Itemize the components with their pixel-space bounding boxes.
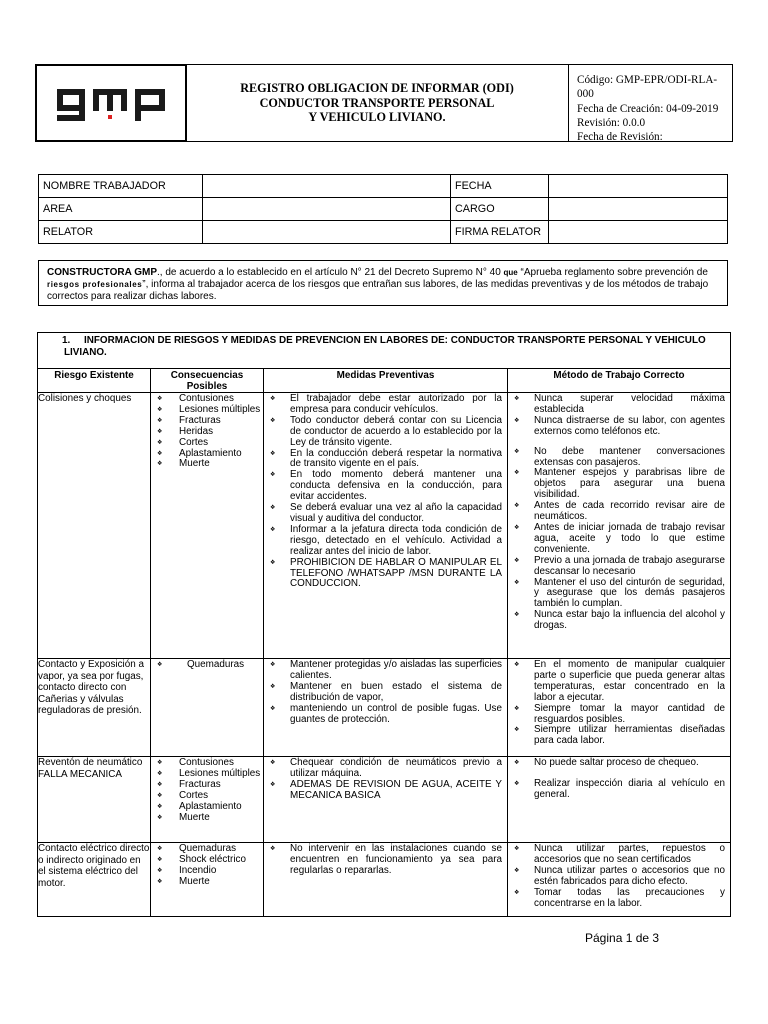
company-logo	[51, 81, 171, 125]
col-header-riesgo: Riesgo Existente	[38, 369, 151, 393]
list-item: ❖ Nunca estar bajo la influencia del alcohol y drogas.	[508, 610, 730, 632]
list-item: ❖ Cortes	[151, 791, 263, 802]
list-item: ❖ Fracturas	[151, 416, 263, 427]
document-code: Código: GMP-EPR/ODI-RLA-000	[577, 74, 718, 101]
riesgo-cell: Reventón de neumático FALLA MECANICA	[38, 757, 151, 843]
col-header-metodo: Método de Trabajo Correcto	[508, 369, 731, 393]
medidas-cell	[264, 843, 508, 917]
intro-text-3: ”, informa al trabajador acerca de los riesgos que entrañan sus labores, de las medidas preventivas y de los métodos de trabajo correctos para realizar dichas labores.	[47, 278, 709, 302]
list-item: ❖ Contusiones	[151, 394, 263, 405]
instructor-label: RELATOR	[39, 221, 203, 244]
position-label: CARGO	[451, 198, 549, 221]
document-title	[186, 65, 569, 141]
list-item: ❖ Siempre tomar la mayor cantidad de resguardos posibles.	[508, 704, 730, 726]
metodo-cell	[508, 843, 731, 917]
list-item: ❖ Antes de iniciar jornada de trabajo revisar agua, aceite y todo lo que estime conveniente.	[508, 523, 730, 556]
worker-name-field[interactable]	[203, 175, 451, 198]
title-line-2: CONDUCTOR TRANSPORTE PERSONAL	[259, 95, 495, 110]
creation-date: Fecha de Creación: 04-09-2019	[577, 102, 719, 115]
list-item: ❖ Nunca distraerse de su labor, con agentes externos como teléfonos etc.	[508, 416, 730, 438]
list-item: ❖ Mantener el uso del cinturón de seguridad, y asegurase que los demás pasajeros también lo cumplan.	[508, 578, 730, 611]
consecuencias-cell	[151, 659, 264, 757]
riesgo-cell: Contacto y Exposición a vapor, ya sea por fugas, contacto directo con Cañerias y válvulas reguladoras de presión.	[38, 659, 151, 757]
intro-small-text: riesgos profesionales	[47, 279, 143, 289]
list-item: ❖ El trabajador debe estar autorizado por la empresa para conducir vehículos.	[264, 394, 507, 416]
document-header	[35, 64, 733, 142]
medidas-cell	[264, 393, 508, 659]
consecuencias-cell	[151, 393, 264, 659]
list-item: ❖ Quemaduras	[151, 844, 263, 855]
medidas-cell	[264, 757, 508, 843]
table-row	[38, 659, 731, 757]
list-item: ❖ Mantener en buen estado el sistema de distribución de vapor,	[264, 682, 507, 704]
list-item: ❖ ADEMAS DE REVISION DE AGUA, ACEITE Y MECANICA BASICA	[264, 780, 507, 802]
metodo-cell	[508, 659, 731, 757]
list-item: ❖ Muerte	[151, 813, 263, 824]
col-header-medidas: Medidas Preventivas	[264, 369, 508, 393]
list-item: ❖ Contusiones	[151, 758, 263, 769]
title-line-3: Y VEHICULO LIVIANO.	[308, 110, 446, 125]
col-header-consecuencias: Consecuencias Posibles	[151, 369, 264, 393]
riesgo-cell: Colisiones y choques	[38, 393, 151, 659]
intro-text-1: ., de acuerdo a lo establecido en el artículo N° 21 del Decreto Supremo N° 40	[157, 267, 504, 278]
section-title	[38, 333, 731, 369]
list-item: ❖ Nunca superar velocidad máxima establecida	[508, 394, 730, 416]
date-label: FECHA	[451, 175, 549, 198]
page-number: Página 1 de 3	[585, 931, 660, 945]
list-item: ❖ Chequear condición de neumáticos previo a utilizar máquina.	[264, 758, 507, 780]
list-item: ❖ En el momento de manipular cualquier parte o superficie que pueda generar altas temperaturas, estar concentrado en la labor a ejecutar.	[508, 660, 730, 704]
list-item: ❖ En todo momento deberá mantener una conducta defensiva en la conducción, para evitar accidentes.	[264, 470, 507, 503]
section-number: 1.	[62, 335, 71, 346]
date-field[interactable]	[549, 175, 728, 198]
list-item: ❖ Fracturas	[151, 780, 263, 791]
list-item: ❖ Antes de cada recorrido revisar aire de neumáticos.	[508, 501, 730, 523]
list-item: ❖ Siempre utilizar herramientas diseñadas para cada labor.	[508, 725, 730, 747]
list-item: ❖ Se deberá evaluar una vez al año la capacidad visual y auditiva del conductor.	[264, 503, 507, 525]
list-item: ❖ Aplastamiento	[151, 802, 263, 813]
list-item: ❖ Muerte	[151, 459, 263, 470]
risk-table	[37, 332, 731, 917]
table-row	[38, 393, 731, 659]
consecuencias-cell	[151, 843, 264, 917]
list-item: ❖ Incendio	[151, 866, 263, 877]
area-field[interactable]	[203, 198, 451, 221]
section-title-text: INFORMACION DE RIESGOS Y MEDIDAS DE PREVENCION EN LABORES DE: CONDUCTOR TRANSPORTE PERSONAL Y VEHICULO LIVIANO.	[64, 335, 706, 358]
list-item: ❖ Informar a la jefatura directa toda condición de riesgo, detectado en el vehículo. Actividad a realizar antes del inicio de labor.	[264, 525, 507, 558]
list-item: ❖ Nunca utilizar partes, repuestos o accesorios que no sean certificados	[508, 844, 730, 866]
list-item: ❖ Shock eléctrico	[151, 855, 263, 866]
list-item: ❖ Mantener protegidas y/o aisladas las superficies calientes.	[264, 660, 507, 682]
instructor-signature-field[interactable]	[549, 221, 728, 244]
revision-date: Fecha de Revisión:	[577, 131, 663, 144]
intro-paragraph	[38, 260, 728, 306]
list-item: ❖ En la conducción deberá respetar la normativa de transito vigente en el país.	[264, 449, 507, 471]
table-row	[38, 757, 731, 843]
list-item: ❖ Muerte	[151, 877, 263, 888]
list-item: ❖ Tomar todas las precauciones y concentrarse en la labor.	[508, 888, 730, 910]
list-item: ❖ PROHIBICION DE HABLAR O MANIPULAR EL TELEFONO /WHATSAPP /MSN DURANTE LA CONDUCCION.	[264, 558, 507, 591]
riesgo-cell: Contacto eléctrico directo o indirecto originado en el sistema eléctrico del motor.	[38, 843, 151, 917]
metodo-cell	[508, 757, 731, 843]
list-item: ❖ Lesiones múltiples	[151, 769, 263, 780]
instructor-signature-label: FIRMA RELATOR	[451, 221, 549, 244]
list-item: ❖ No intervenir en las instalaciones cuando se encuentren en funcionamiento ya sea para regularlas o repararlas.	[264, 844, 507, 877]
revision-number: Revisión: 0.0.0	[577, 116, 646, 129]
intro-que: que	[503, 268, 518, 277]
area-label: AREA	[39, 198, 203, 221]
list-item: ❖ No debe mantener conversaciones extensas con pasajeros.	[508, 447, 730, 469]
list-item: ❖ Quemaduras	[151, 660, 263, 671]
list-item: ❖ Realizar inspección diaria al vehículo en general.	[508, 779, 730, 801]
worker-info-table	[38, 174, 728, 244]
list-item: ❖ Cortes	[151, 438, 263, 449]
list-item: ❖ Lesiones múltiples	[151, 405, 263, 416]
metodo-cell	[508, 393, 731, 659]
title-line-1: REGISTRO OBLIGACION DE INFORMAR (ODI)	[240, 81, 514, 96]
company-name: CONSTRUCTORA GMP	[47, 267, 157, 278]
worker-name-label: NOMBRE TRABAJADOR	[39, 175, 203, 198]
list-item: ❖ Previo a una jornada de trabajo asegurarse descansar lo necesario	[508, 556, 730, 578]
intro-text-2: “Aprueba reglamento sobre prevención de	[517, 267, 708, 278]
instructor-field[interactable]	[203, 221, 451, 244]
list-item: ❖ No puede saltar proceso de chequeo.	[508, 758, 730, 769]
position-field[interactable]	[549, 198, 728, 221]
document-code-box	[569, 65, 732, 144]
list-item: ❖ manteniendo un control de posible fugas. Use guantes de protección.	[264, 704, 507, 726]
list-item: ❖ Mantener espejos y parabrisas libre de objetos para asegurar una buena visibilidad.	[508, 468, 730, 501]
medidas-cell	[264, 659, 508, 757]
consecuencias-cell	[151, 757, 264, 843]
list-item: ❖ Heridas	[151, 427, 263, 438]
list-item: ❖ Aplastamiento	[151, 449, 263, 460]
list-item: ❖ Nunca utilizar partes o accesorios que no estén fabricados para dicho efecto.	[508, 866, 730, 888]
list-item: ❖ Todo conductor deberá contar con su Licencia de conductor de acuerdo a lo establecido por la Ley de tránsito vigente.	[264, 416, 507, 449]
logo-box	[35, 64, 187, 142]
table-row	[38, 843, 731, 917]
